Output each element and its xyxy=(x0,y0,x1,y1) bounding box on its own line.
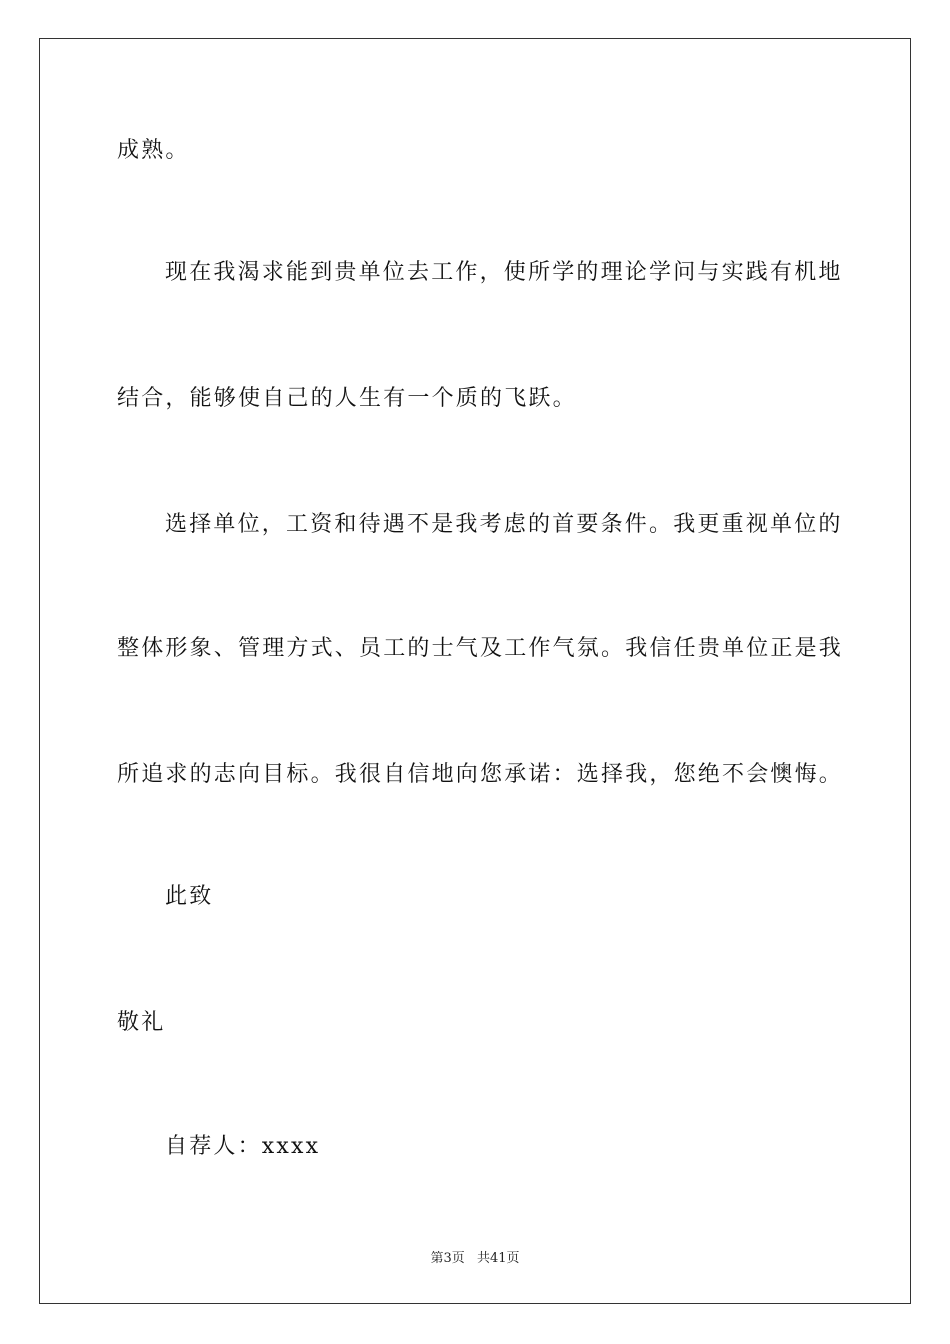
paragraph-line: 成熟。 xyxy=(117,138,190,163)
page-border xyxy=(39,38,911,1304)
page-number: 第3页 xyxy=(430,1251,465,1266)
signature-line: 自荐人：xxxx xyxy=(165,1134,321,1159)
closing-line: 敬礼 xyxy=(117,1010,166,1035)
salutation-line: 此致 xyxy=(165,884,214,909)
page-total: 共41页 xyxy=(476,1251,520,1266)
paragraph-line: 结合，能够使自己的人生有一个质的飞跃。 xyxy=(117,386,577,411)
paragraph-line: 所追求的志向目标。我很自信地向您承诺：选择我，您绝不会懊悔。 xyxy=(117,762,844,787)
paragraph-line: 选择单位，工资和待遇不是我考虑的首要条件。我更重视单位的 xyxy=(165,512,843,537)
paragraph-line: 整体形象、管理方式、员工的士气及工作气氛。我信任贵单位正是我 xyxy=(117,636,844,661)
page-footer xyxy=(0,1247,950,1266)
paragraph-line: 现在我渴求能到贵单位去工作，使所学的理论学问与实践有机地 xyxy=(165,260,843,285)
